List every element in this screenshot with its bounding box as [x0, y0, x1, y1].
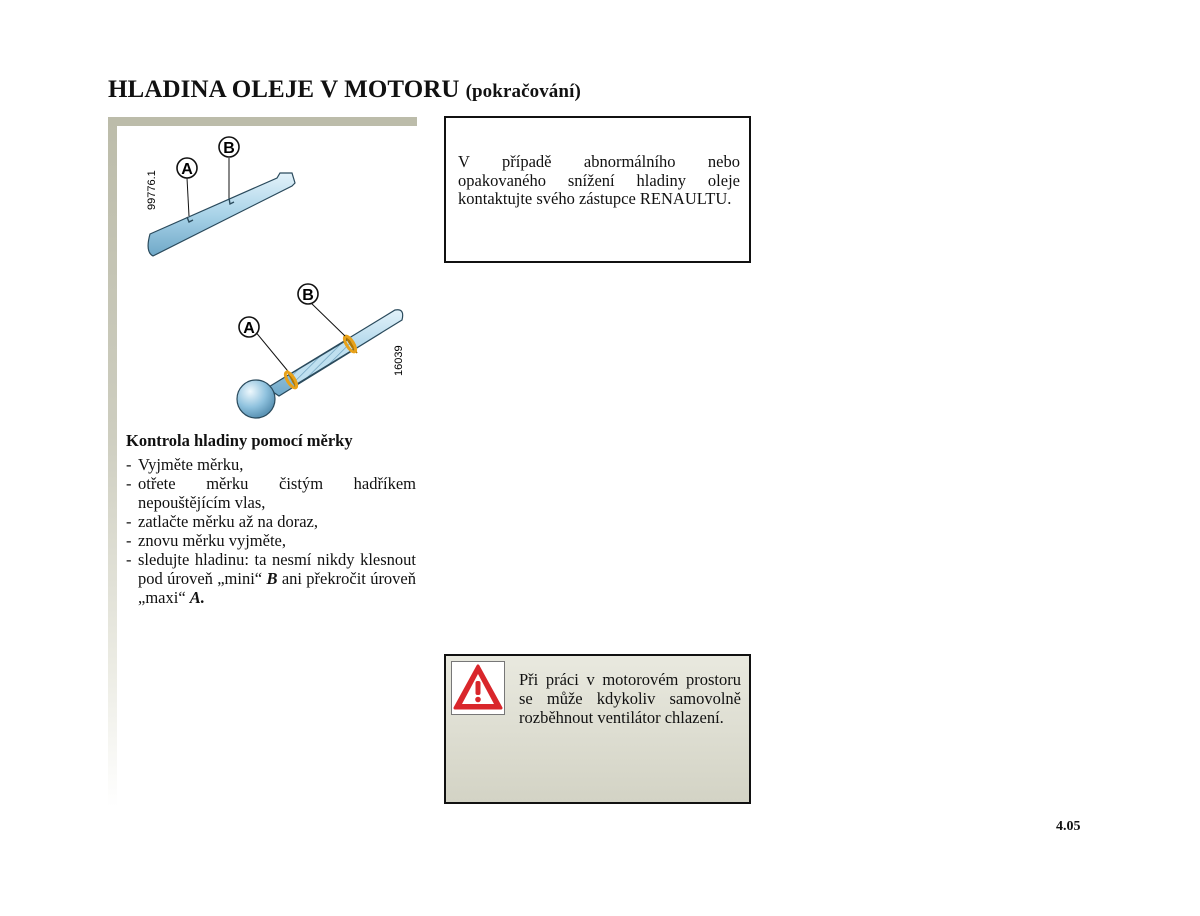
level-b-marker: B	[266, 569, 278, 588]
svg-text:A: A	[243, 320, 255, 337]
warning-triangle-icon	[451, 661, 505, 715]
leader-line-b-bottom	[310, 302, 345, 336]
callout-b-top	[219, 137, 239, 157]
list-item: - otřete měrku čistým hadříkem nepouštějícím vlas,	[126, 474, 416, 512]
list-item: - Vyjměte měrku,	[126, 455, 416, 474]
page-number: 4.05	[1056, 819, 1081, 834]
step-text-part2: ani překročit úroveň „maxi“	[138, 569, 417, 607]
level-a-marker: A.	[189, 588, 205, 607]
title-main: HLADINA OLEJE V MOTORU	[108, 76, 460, 103]
callout-b-bottom	[298, 284, 318, 304]
note-text: V případě abnormálního nebo opakovaného snížení hladiny oleje kontaktujte svého zástupce RENAULTU.	[458, 152, 740, 208]
svg-text:A: A	[181, 161, 193, 178]
title-subtitle: (pokračování)	[465, 81, 581, 102]
list-item: - zatlačte měrku až na doraz,	[126, 512, 416, 531]
left-column-bar	[108, 117, 117, 807]
svg-text:B: B	[223, 140, 235, 157]
list-item	[126, 550, 416, 607]
figure-code-bottom: 16039	[393, 345, 405, 376]
round-dipstick	[237, 310, 403, 418]
page-title	[108, 76, 581, 104]
leader-line-a-top	[187, 178, 189, 216]
note-box	[444, 116, 751, 263]
section-heading-dipstick: Kontrola hladiny pomocí měrky	[126, 431, 353, 450]
warning-box	[444, 654, 751, 804]
warning-text: Při práci v motorovém prostoru se může kdykoliv samovolně rozběhnout ventilátor chlazení.	[519, 670, 741, 727]
left-column-top-rule	[108, 117, 417, 126]
svg-text:B: B	[302, 287, 314, 304]
step-text-part1: sledujte hladinu: ta nesmí nikdy klesnout pod úroveň „mini“	[138, 550, 416, 588]
dipstick-illustration	[117, 126, 417, 426]
callout-a-bottom	[239, 317, 259, 337]
figure-code-top: 99776.1	[146, 170, 158, 210]
callout-a-top	[177, 158, 197, 178]
leader-line-a-bottom	[254, 330, 287, 370]
flat-dipstick-blade	[148, 173, 295, 256]
dipstick-steps-list	[126, 455, 416, 607]
list-item: - znovu měrku vyjměte,	[126, 531, 416, 550]
